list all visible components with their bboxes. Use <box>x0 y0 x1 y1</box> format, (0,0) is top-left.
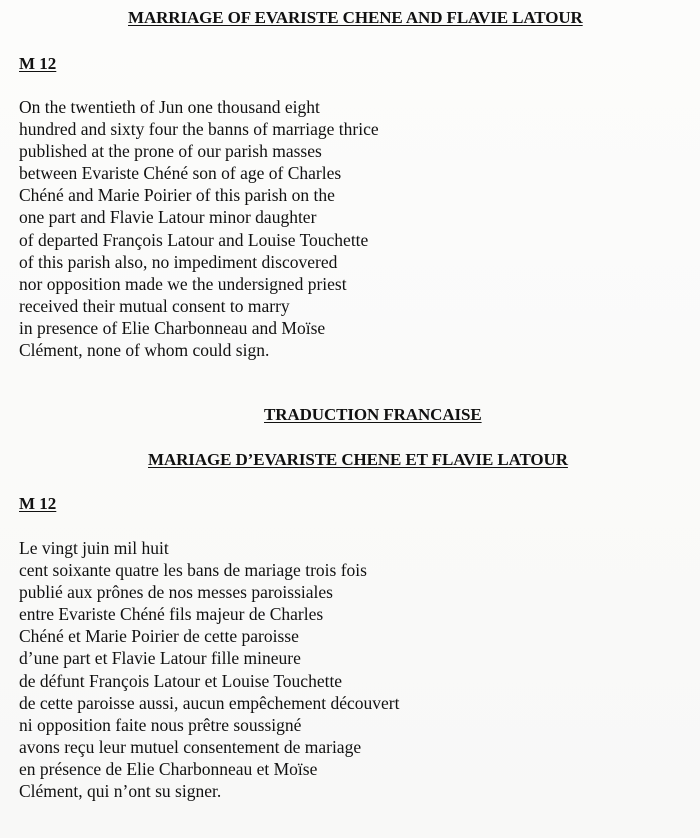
french-title: MARIAGE D’EVARISTE CHENE ET FLAVIE LATOUR <box>148 450 568 469</box>
french-record-text <box>19 537 399 802</box>
text-line: in presence of Elie Charbonneau and Moïse <box>19 317 326 338</box>
text-line: hundred and sixty four the banns of marriage thrice <box>19 119 379 140</box>
text-line: nor opposition made we the undersigned priest <box>19 273 347 294</box>
text-line: d’une part et Flavie Latour fille mineure <box>19 648 301 669</box>
text-line: On the twentieth of Jun one thousand eight <box>19 97 320 117</box>
text-line: entre Evariste Chéné fils majeur de Charles <box>19 604 324 625</box>
translation-heading: TRADUCTION FRANCAISE <box>264 405 482 424</box>
text-line: one part and Flavie Latour minor daughter <box>19 207 317 228</box>
text-line: of departed François Latour and Louise Touchette <box>19 229 369 250</box>
text-line: cent soixante quatre les bans de mariage trois fois <box>19 560 367 581</box>
text-line: de cette paroisse aussi, aucun empêchement découvert <box>19 692 400 713</box>
text-line: published at the prone of our parish masses <box>19 141 322 162</box>
text-line: Le vingt juin mil huit <box>19 538 169 558</box>
text-line: Chéné and Marie Poirier of this parish on the <box>19 185 335 206</box>
text-line: Chéné et Marie Poirier de cette paroisse <box>19 626 299 647</box>
text-line: Clément, none of whom could sign. <box>19 340 270 361</box>
text-line: avons reçu leur mutuel consentement de mariage <box>19 736 362 757</box>
english-record-label: M 12 <box>19 54 57 73</box>
text-line: ni opposition faite nous prêtre soussigné <box>19 714 302 735</box>
text-line: publié aux prônes de nos messes paroissiales <box>19 582 333 603</box>
english-title: MARRIAGE OF EVARISTE CHENE AND FLAVIE LATOUR <box>128 8 583 27</box>
text-line: Clément, qui n’ont su signer. <box>19 781 222 802</box>
text-line: of this parish also, no impediment discovered <box>19 251 338 272</box>
text-line: de défunt François Latour et Louise Touchette <box>19 670 343 691</box>
text-line: between Evariste Chéné son of age of Charles <box>19 163 342 184</box>
text-line: received their mutual consent to marry <box>19 295 290 316</box>
french-record-label: M 12 <box>19 494 57 513</box>
english-record-text <box>19 96 379 361</box>
text-line: en présence de Elie Charbonneau et Moïse <box>19 758 318 779</box>
